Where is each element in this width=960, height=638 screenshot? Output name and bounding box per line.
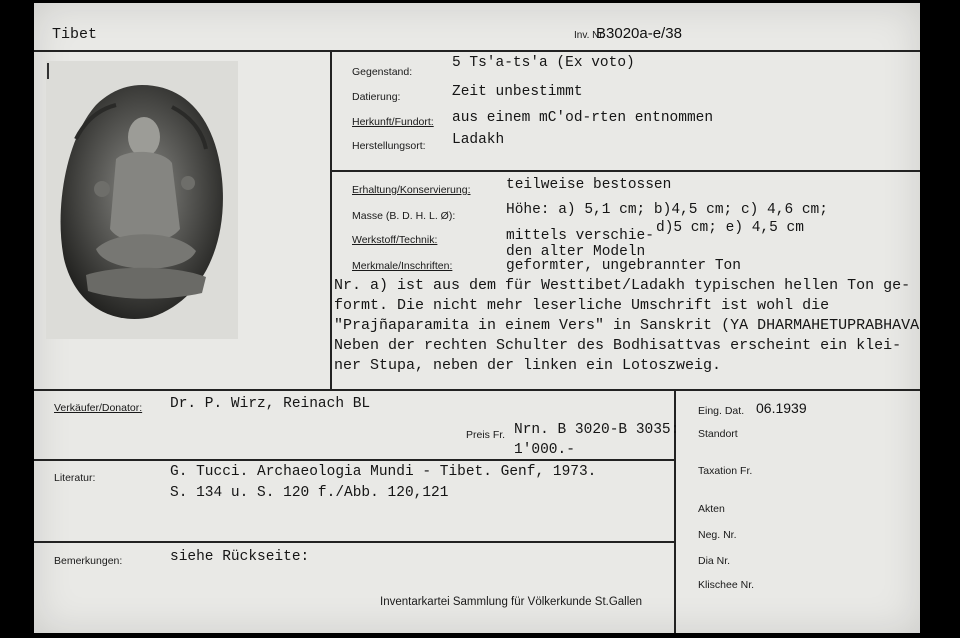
merkmale-value: geformter, ungebrannter Ton <box>506 258 741 274</box>
divider <box>34 541 674 543</box>
merkmale-label: Merkmale/Inschriften: <box>352 260 453 272</box>
herstellungsort-value: Ladakh <box>452 132 505 148</box>
literatur-line2: S. 134 u. S. 120 f./Abb. 120,121 <box>170 485 449 501</box>
akten-label: Akten <box>698 503 725 515</box>
bemerkungen-value: siehe Rückseite: <box>170 549 310 565</box>
description-line: formt. Die nicht mehr leserliche Umschrift ist wohl die <box>334 297 830 314</box>
preis-label: Preis Fr. <box>466 429 506 441</box>
herkunft-label: Herkunft/Fundort: <box>352 116 434 128</box>
erhaltung-value: teilweise bestossen <box>506 177 672 193</box>
herstellungsort-label: Herstellungsort: <box>352 140 426 152</box>
literatur-label: Literatur: <box>54 472 96 484</box>
taxation-label: Taxation Fr. <box>698 465 753 477</box>
dia-nr-label: Dia Nr. <box>698 555 731 567</box>
inv-nr-label: Inv. Nr. <box>574 30 605 41</box>
gegenstand-value: 5 Ts'a-ts'a (Ex voto) <box>452 55 635 71</box>
divider <box>34 50 920 52</box>
verkaeufer-value: Dr. P. Wirz, Reinach BL <box>170 396 371 412</box>
werkstoff-value-line2: den alter Modeln <box>506 244 646 260</box>
gegenstand-label: Gegenstand: <box>352 66 413 78</box>
description-line: Nr. a) ist aus dem für Westtibet/Ladakh typischen hellen Ton ge- <box>334 277 911 294</box>
footer-text: Inventarkartei Sammlung für Völkerkunde St.Gallen <box>380 596 643 608</box>
erhaltung-label: Erhaltung/Konservierung: <box>352 184 471 196</box>
description-line: "Prajñaparamita in einem Vers" in Sanskrit (YA DHARMAHETUPRABHAVA <box>334 317 920 334</box>
divider <box>330 170 920 172</box>
divider <box>34 389 920 391</box>
eing-dat-label: Eing. Dat. <box>698 405 745 417</box>
inventory-card <box>34 3 920 633</box>
object-photo <box>46 61 238 339</box>
tsatsa-relief-image <box>56 79 228 325</box>
datierung-value: Zeit unbestimmt <box>452 84 583 100</box>
masse-value-line2: d)5 cm; e) 4,5 cm <box>656 220 804 236</box>
bemerkungen-label: Bemerkungen: <box>54 555 123 567</box>
preis-value-line2: 1'000.- <box>514 442 575 458</box>
description-line: ner Stupa, neben der linken ein Lotoszweig. <box>334 357 722 374</box>
inventory-number: B3020a-e/38 <box>596 25 682 42</box>
datierung-label: Datierung: <box>352 91 401 103</box>
eing-dat-value: 06.1939 <box>756 400 807 416</box>
description-line: Neben der rechten Schulter des Bodhisattvas erscheint ein klei- <box>334 337 902 354</box>
masse-value-line1: Höhe: a) 5,1 cm; b)4,5 cm; c) 4,6 cm; <box>506 202 828 218</box>
werkstoff-value-line1: mittels verschie- <box>506 228 654 244</box>
herkunft-value: aus einem mC'od-rten entnommen <box>452 110 714 126</box>
edge-mark <box>47 63 49 79</box>
verkaeufer-label: Verkäufer/Donator: <box>54 402 143 414</box>
region-label: Tibet <box>52 26 98 43</box>
klischee-label: Klischee Nr. <box>698 579 755 591</box>
werkstoff-label: Werkstoff/Technik: <box>352 234 438 246</box>
standort-label: Standort <box>698 428 738 440</box>
divider <box>34 459 674 461</box>
literatur-line1: G. Tucci. Archaeologia Mundi - Tibet. Genf, 1973. <box>170 464 597 480</box>
neg-nr-label: Neg. Nr. <box>698 529 737 541</box>
masse-label: Masse (B. D. H. L. Ø): <box>352 210 456 222</box>
divider <box>330 50 332 390</box>
preis-value-line1: Nrn. B 3020-B 3035: <box>514 422 680 438</box>
